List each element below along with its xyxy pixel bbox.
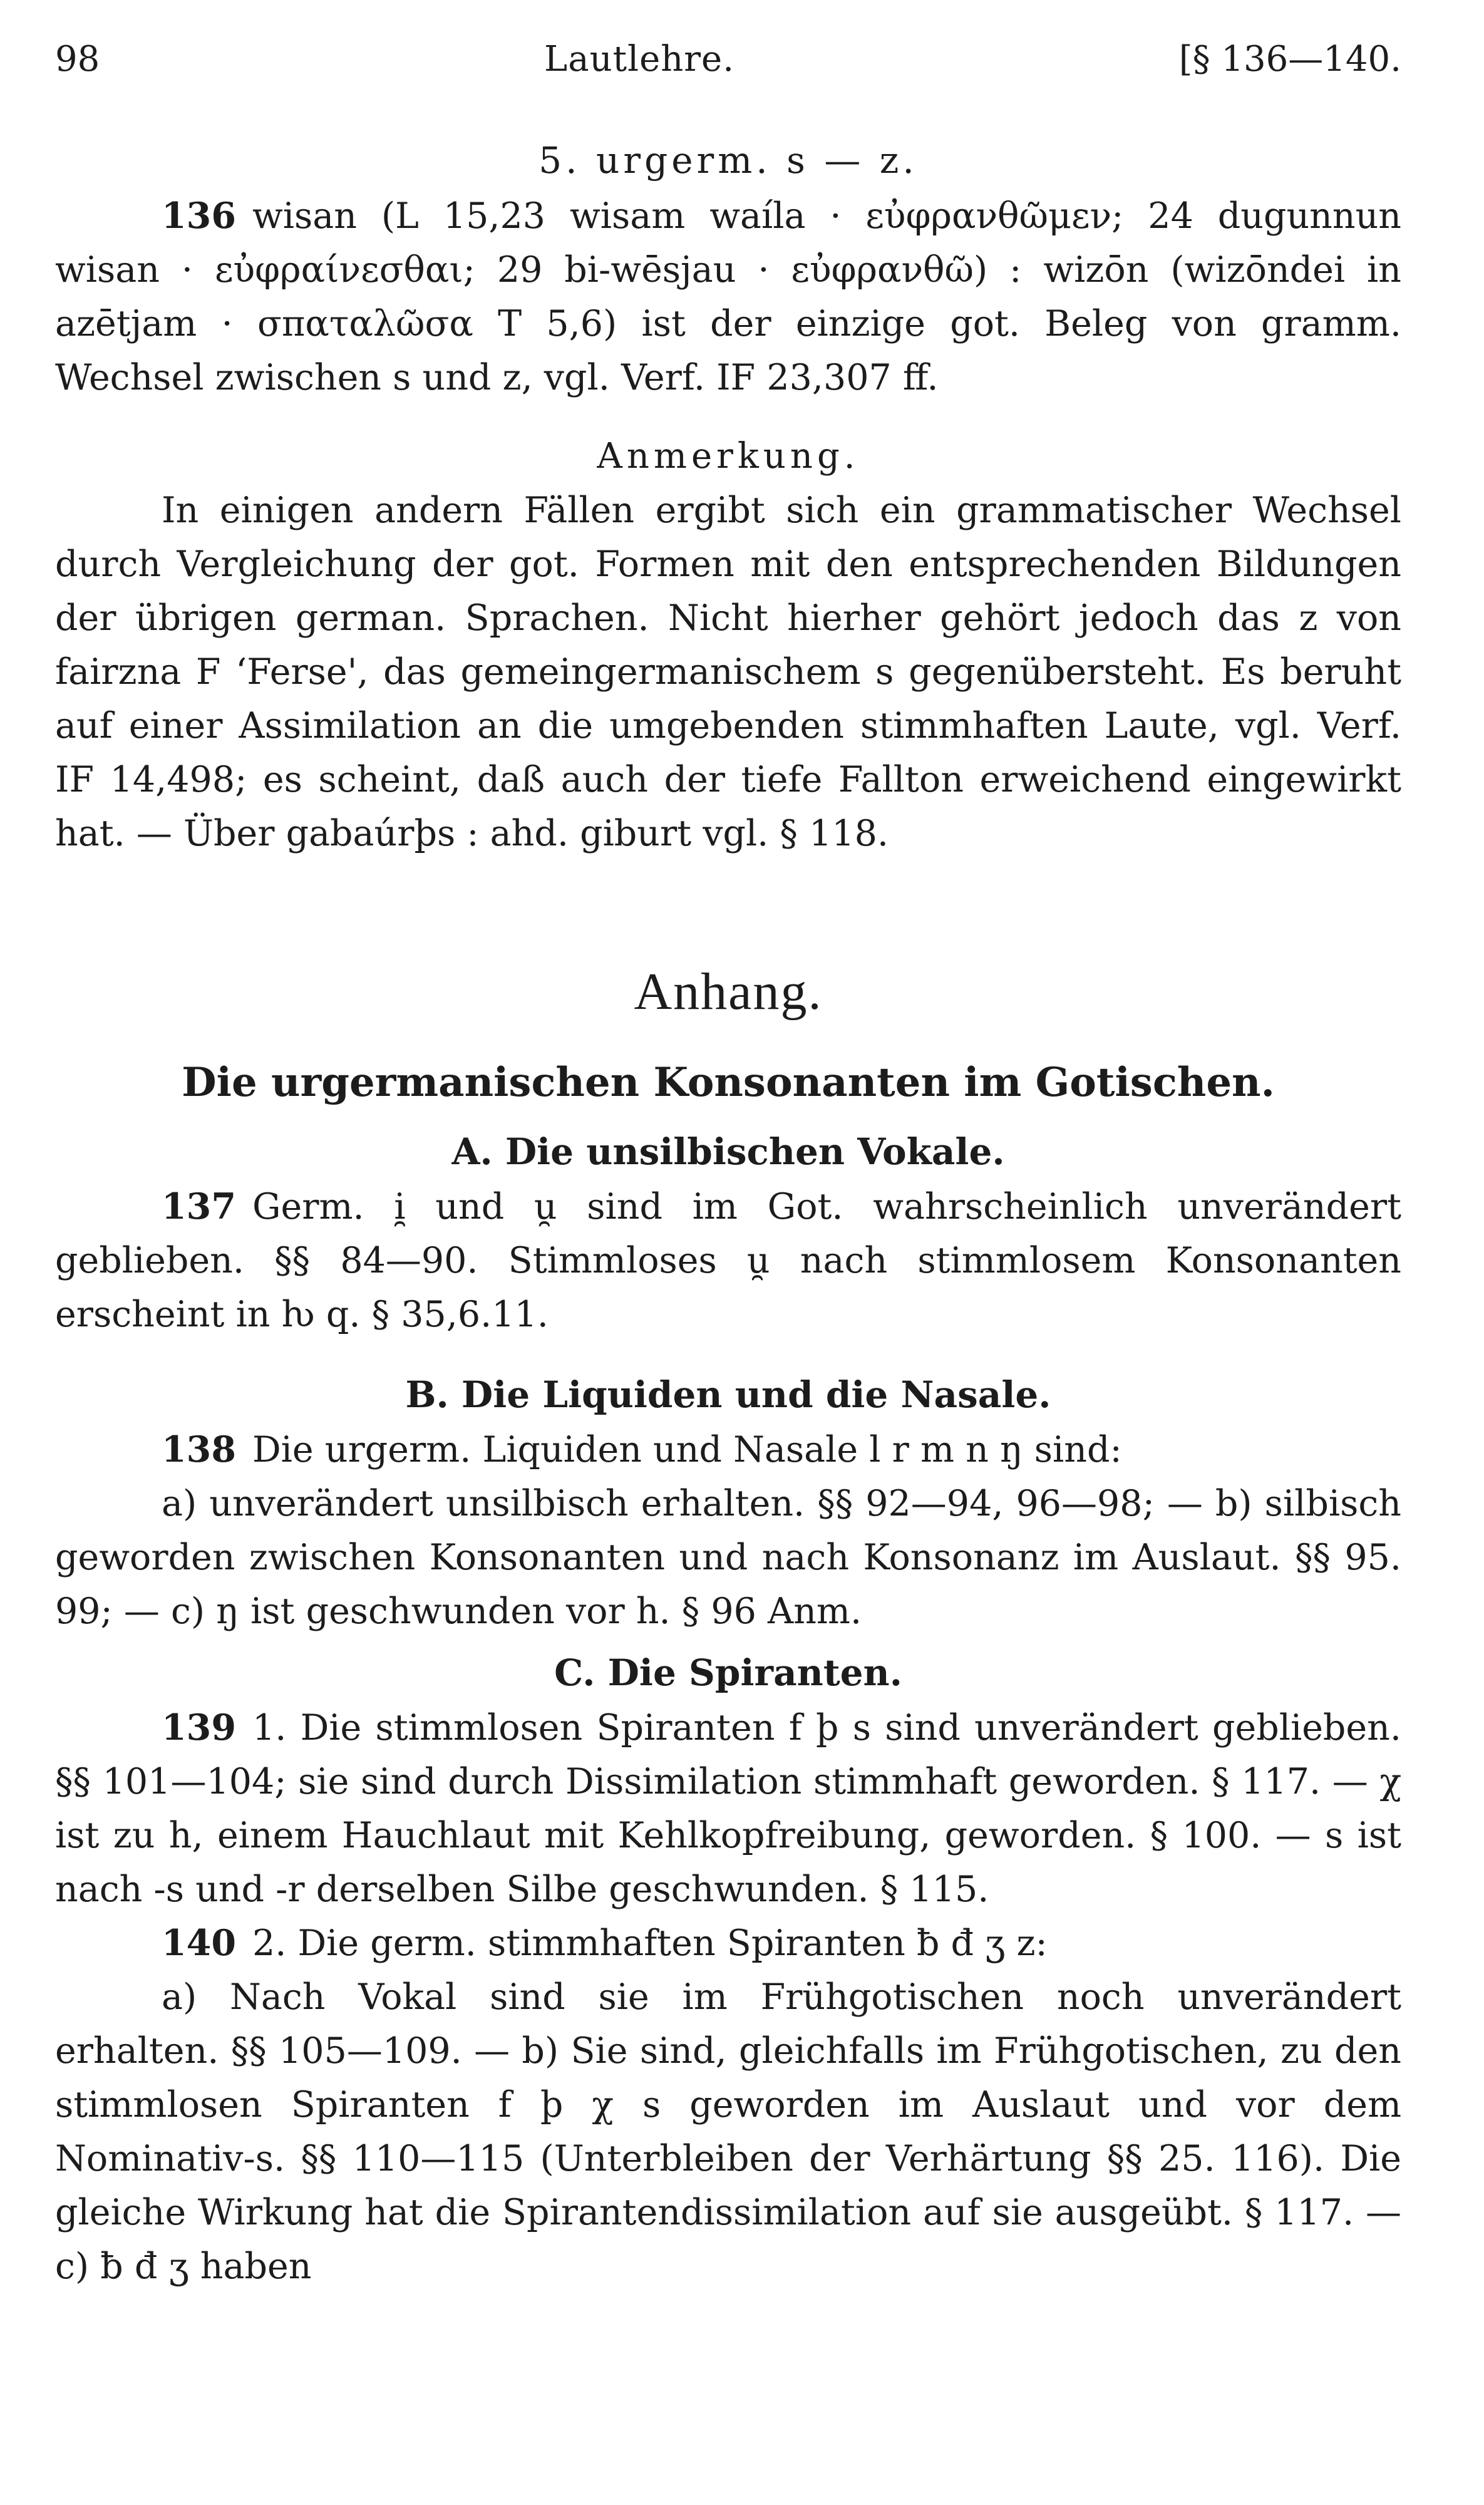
section-b-heading: B. Die Liquiden und die Nasale. — [405, 1373, 1051, 1416]
paragraph-text: Die urgerm. Liquiden und Nasale l r m n ŋ sind: — [252, 1429, 1122, 1470]
section-c-heading: C. Die Spiranten. — [554, 1651, 902, 1694]
appendix-subtitle: Die urgermanischen Konsonanten im Gotischen. — [182, 1059, 1275, 1106]
paragraph-text: 1. Die stimmlosen Spiranten f þ s sind unverändert geblieben. §§ 101—104; sie sind durch Dissimilation stimmhaft geworden. § 117. — χ ist zu h, einem Hauchlaut mit Kehlkopfreibung, geworden. § 100. — s ist nach -s und -r derselben Silbe geschwunden. § 115. — [55, 1707, 1401, 1910]
section-range: [§ 136—140. — [1178, 39, 1401, 80]
paragraph-140-body: a) Nach Vokal sind sie im Frühgotischen noch unverändert erhalten. §§ 105—109. — b) Sie sind, gleichfalls im Frühgotischen, zu den stimmlosen Spiranten f þ χ s geworden im Auslaut und vor dem Nominativ-s. §§ 110—115 (Unterbleiben der Verhärtung §§ 25. 116). Die gleiche Wirkung hat die Spirantendissimilation auf sie ausgeübt. § 117. — c) ƀ đ ʒ haben — [55, 1976, 1401, 2287]
paragraph-137 — [55, 1180, 1401, 1341]
paragraph-138-intro — [55, 1423, 1401, 1477]
paragraph-number: 139 — [162, 1707, 236, 1748]
appendix-title: Anhang. — [634, 963, 823, 1021]
paragraph-139 — [55, 1701, 1401, 1916]
paragraph-number: 138 — [162, 1428, 236, 1470]
paragraph-136 — [55, 189, 1401, 405]
anmerkung-text: In einigen andern Fällen ergibt sich ein grammatischer Wechsel durch Vergleichung der got. Formen mit den entsprechenden Bildungen der übrigen german. Sprachen. Nicht hierher gehört jedoch das z von fairzna F ʻFerse', das gemeingermanischem s gegenübersteht. Es beruht auf einer Assimilation an die umgebenden stimmhaften Laute, vgl. Verf. IF 14,498; es scheint, daß auch der tiefe Fallton erweichend eingewirkt hat. — Über gabaúrþs : ahd. giburt vgl. § 118. — [55, 490, 1401, 854]
section-a-heading: A. Die unsilbischen Vokale. — [451, 1130, 1005, 1173]
paragraph-number: 136 — [162, 195, 236, 237]
running-title: Lautlehre. — [544, 39, 734, 80]
paragraph-number: 137 — [162, 1185, 236, 1227]
paragraph-138-body: a) unverändert unsilbisch erhalten. §§ 92—94, 96—98; — b) silbisch geworden zwischen Konsonanten und nach Konsonanz im Auslaut. §§ 95. 99; — c) ŋ ist geschwunden vor h. § 96 Anm. — [55, 1483, 1401, 1632]
anmerkung-title: Anmerkung. — [597, 436, 860, 477]
paragraph-text: Germ. i̯ und u̯ sind im Got. wahrscheinlich unverändert geblieben. §§ 84—90. Stimmloses u̯ nach stimmlosem Konsonanten erscheint in ƕ q. § 35,6.11. — [55, 1186, 1401, 1335]
book-page — [55, 25, 1401, 2293]
paragraph-text: 2. Die germ. stimmhaften Spiranten ƀ đ ʒ z: — [252, 1923, 1048, 1964]
page-number: 98 — [55, 39, 100, 80]
section-5-title: 5. urgerm. s — z. — [538, 139, 918, 182]
running-header — [55, 25, 1401, 94]
paragraph-text: wisan (L 15,23 wisam waíla · εὐφρανθῶμεν; 24 dugunnun wisan · εὐφραίνεσθαι; 29 bi-wēsjau · εὐφρανθῶ) : wizōn (wizōndei in azētjam · σπαταλῶσα T 5,6) ist der einzige got. Beleg von gramm. Wechsel zwischen s und z, vgl. Verf. IF 23,307 ff. — [55, 195, 1401, 398]
paragraph-number: 140 — [162, 1922, 236, 1964]
paragraph-140-intro — [55, 1916, 1401, 1970]
